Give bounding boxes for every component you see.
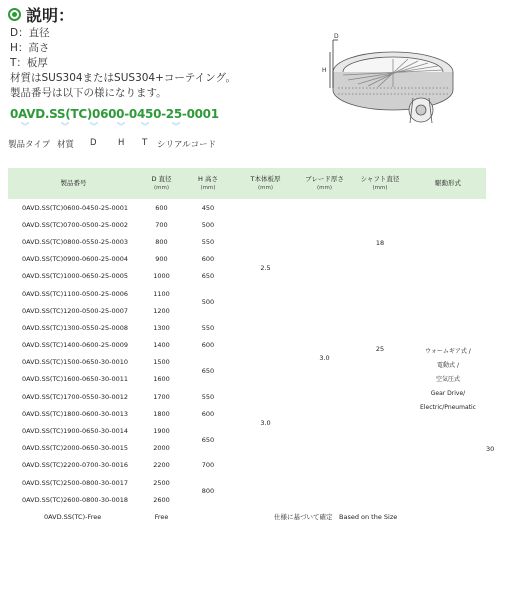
cell-d: 2500 xyxy=(153,478,170,487)
bullet-icon xyxy=(8,8,21,21)
cell-code: 0AVD.SS(TC)1200-0500-25-0007 xyxy=(22,306,129,315)
cell-code: 0AVD.SS(TC)2600-0800-30-0018 xyxy=(22,495,129,504)
cell-code: 0AVD.SS(TC)1600-0650-30-0011 xyxy=(22,375,129,384)
cell-code: 0AVD.SS(TC)1800-0600-30-0013 xyxy=(22,409,129,418)
cell-code: 0AVD.SS(TC)1100-0500-25-0006 xyxy=(22,289,129,298)
figure-label-h: H xyxy=(322,67,327,74)
legend-t: T：板厚 xyxy=(10,57,48,69)
cell-d: 900 xyxy=(155,255,168,264)
code-part-t: T xyxy=(142,138,148,148)
chevron-down-icon: ︾ xyxy=(21,122,29,131)
cell-d: 1900 xyxy=(153,427,170,436)
cell-d: 1500 xyxy=(153,358,170,367)
cell-code: 0AVD.SS(TC)2200-0700-30-0016 xyxy=(22,461,129,470)
legend-h: H：高さ xyxy=(10,42,50,54)
cell-h: 550 xyxy=(201,392,215,401)
chevron-down-icon: ︾ xyxy=(117,122,125,131)
code-part-serial: シリアルコード xyxy=(157,140,217,150)
cell-d: 800 xyxy=(155,237,168,246)
cell-h: 500 xyxy=(201,220,215,229)
code-part-material: 材質 xyxy=(57,140,75,150)
cell-code: 0AVD.SS(TC)0700-0500-25-0002 xyxy=(22,220,129,229)
cell-code: 0AVD.SS(TC)1500-0650-30-0010 xyxy=(22,358,129,367)
cell-code: 0AVD.SS(TC)-Free xyxy=(44,512,102,521)
cell-h: 550 xyxy=(201,237,215,246)
cell-h: 600 xyxy=(201,255,215,264)
col-header-t: T本体板厚 (mm) xyxy=(232,168,299,199)
cell-t: 3.0 xyxy=(260,418,271,427)
cell-method: ウォームギア式 / 電動式 / 空気圧式 Gear Drive/ Electric/Pneumatic xyxy=(420,348,476,411)
col-header-d: D 直径 (mm) xyxy=(139,168,184,199)
cell-code: 0AVD.SS(TC)0800-0550-25-0003 xyxy=(22,237,129,246)
figure-label-d: D xyxy=(334,33,339,40)
col-header-blade: ブレード厚さ (mm) xyxy=(299,168,350,199)
table-row xyxy=(8,199,486,216)
cell-code: 0AVD.SS(TC)2500-0800-30-0017 xyxy=(22,478,129,487)
cell-code: 0AVD.SS(TC)1300-0550-25-0008 xyxy=(22,323,129,332)
legend-code-format: 製品番号は以下の様になります。 xyxy=(10,87,167,99)
legend-material: 材質はSUS304またはSUS304+コーテイング。 xyxy=(10,72,237,84)
cell-d: 2200 xyxy=(153,461,170,470)
cell-code: 0AVD.SS(TC)0600-0450-25-0001 xyxy=(22,203,129,212)
legend-d: D：直径 xyxy=(10,27,50,39)
cell-code: 0AVD.SS(TC)0900-0600-25-0004 xyxy=(22,255,129,264)
col-header-h: H 高さ (mm) xyxy=(184,168,232,199)
col-header-code: 製品番号 xyxy=(8,168,139,199)
cell-d: 1800 xyxy=(153,409,170,418)
chevron-down-icon: ︾ xyxy=(172,122,180,131)
cell-d: 2600 xyxy=(153,495,170,504)
cell-d: Free xyxy=(154,512,169,521)
col-header-shaft: シャフト直径 (mm) xyxy=(350,168,410,199)
cell-h: 600 xyxy=(201,341,215,350)
cell-shaft: 18 xyxy=(375,239,385,247)
cell-d: 2000 xyxy=(153,444,170,453)
cell-h: 650 xyxy=(201,366,215,375)
cell-h xyxy=(184,508,232,525)
cell-h: 650 xyxy=(201,272,215,281)
cell-free-note: 仕様に基づいて確定 Based on the Size xyxy=(274,513,398,522)
damper-illustration xyxy=(318,28,476,128)
code-part-h: H xyxy=(118,138,125,148)
cell-h: 450 xyxy=(201,203,215,212)
cell-d: 1700 xyxy=(153,392,170,401)
cell-code: 0AVD.SS(TC)1000-0650-25-0005 xyxy=(22,272,129,281)
cell-d: 1300 xyxy=(153,323,170,332)
cell-d: 700 xyxy=(155,220,168,229)
cell-d: 1000 xyxy=(153,272,170,281)
cell-d: 1100 xyxy=(153,289,170,298)
cell-blade xyxy=(299,199,350,354)
cell-h: 700 xyxy=(201,461,215,470)
cell-h: 550 xyxy=(201,323,215,332)
cell-h: 650 xyxy=(201,435,215,444)
cell-h: 500 xyxy=(201,298,215,307)
cell-code: 0AVD.SS(TC)2000-0650-30-0015 xyxy=(22,444,129,453)
chevron-down-icon: ︾ xyxy=(141,122,149,131)
cell-h: 600 xyxy=(201,409,215,418)
spec-table xyxy=(8,168,495,526)
code-example: 0AVD.SS(TC)0600-0450-25-0001 xyxy=(10,107,219,121)
cell-d: 1200 xyxy=(153,306,170,315)
cell-d: 1600 xyxy=(153,375,170,384)
code-part-type: 製品タイプ xyxy=(8,140,51,150)
chevron-down-icon: ︾ xyxy=(90,122,98,131)
cell-code: 0AVD.SS(TC)1400-0600-25-0009 xyxy=(22,341,129,350)
table-row: 0AVD.SS(TC)1800-0600-30-0013 1800 600 30 xyxy=(8,405,486,422)
code-part-d: D xyxy=(90,138,97,148)
chevron-down-icon: ︾ xyxy=(61,122,69,131)
cell-blade: 3.0 xyxy=(319,353,330,362)
cell-d: 1400 xyxy=(153,341,170,350)
cell-code: 0AVD.SS(TC)1900-0650-30-0014 xyxy=(22,427,129,436)
section-header xyxy=(8,3,74,25)
cell-d: 600 xyxy=(155,203,168,212)
table-header-row xyxy=(8,168,486,199)
section-title: 説明： xyxy=(26,5,75,25)
cell-h: 800 xyxy=(201,487,215,496)
col-header-method: 駆動形式 xyxy=(410,168,486,199)
cell-shaft: 25 xyxy=(375,345,385,354)
cell-t: 2.5 xyxy=(260,264,271,272)
cell-code: 0AVD.SS(TC)1700-0550-30-0012 xyxy=(22,392,129,401)
